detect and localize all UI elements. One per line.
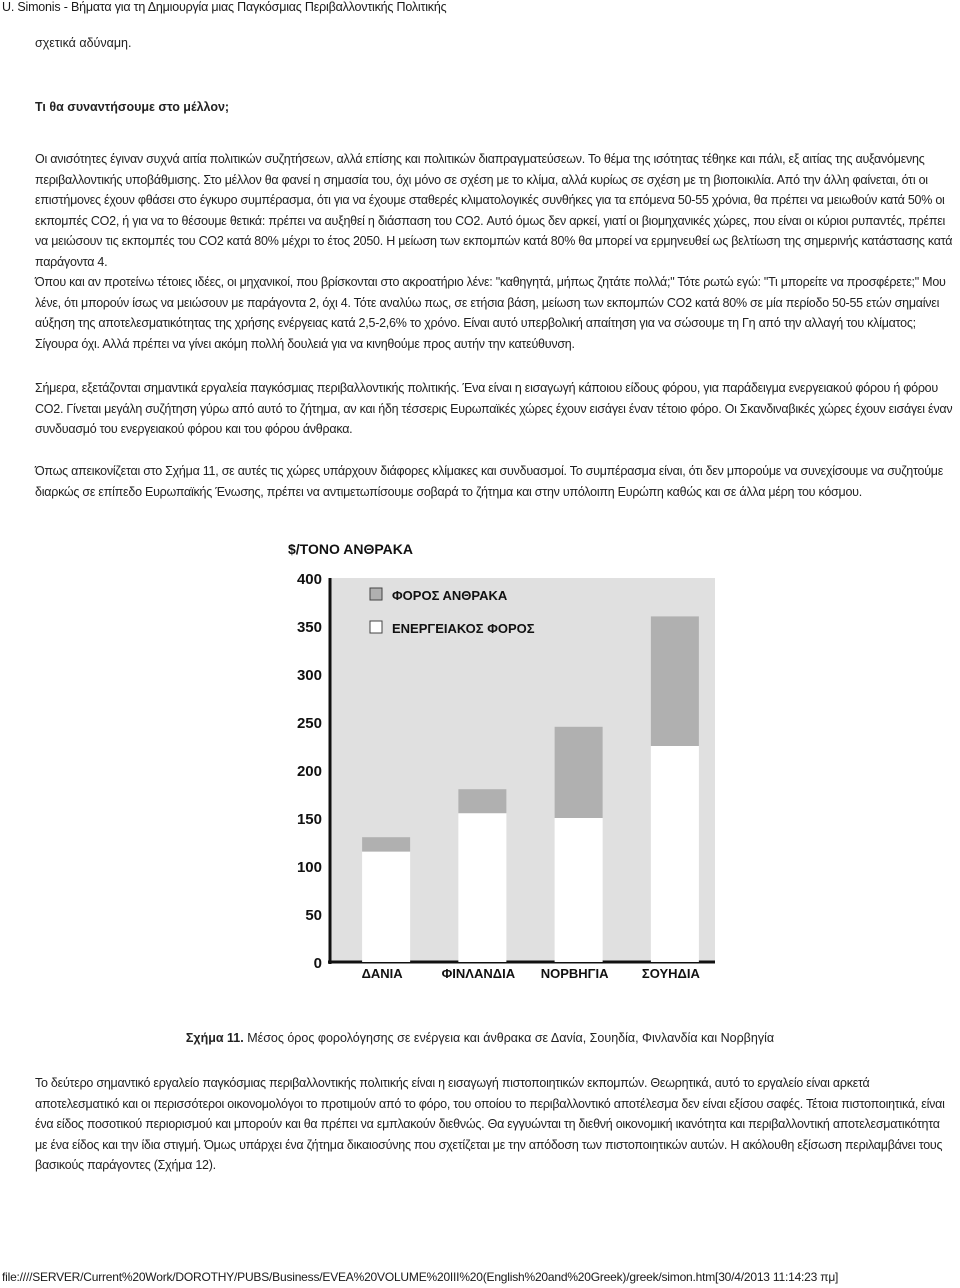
paragraph-inequalities: Οι ανισότητες έγιναν συχνά αιτία πολιτικών συζητήσεων, αλλά επίσης και πολιτικών διαπραγματεύσεων. Το θέμα της ισότητας τέθηκε και πάλι, εξ αιτίας της αυξανόμενης περιβαλλοντικής υποβάθμισης. Στο μέλλον θα φανεί η σημασία του, όχι μόνο σε σχέση με το κλίμα, αλλά κυρίως σε σχέση με τη βιοποικιλία. Από την άλλη φαίνεται, ότι οι επιστήμονες έχουν φθάσει στο έγκυρο συμπέρασμα, ότι για να έχουμε σταθερές κλιματολογικές συνθήκες για τα επόμενα 50-55 χρόνια, θα πρέπει να μειωθούν κατά 50% οι εκπομπές CO2, ή για να το θέσουμε θετικά: πρέπει να αυξηθεί η διάσπαση του CO2. Αυτό όμως δεν αρκεί, γιατί οι βιομηχανικές χώρες, που είναι οι κύριοι ρυπαντές, πρέπει να μειώσουν τις εκπομπές του CO2 κατά 80% μέχρι το έτος 2050. Η μείωση των εκπομπών κατά 80% θα μπορεί να ερμηνευθεί ως βελτίωση της σημερινής κατάστασης κατά παράγοντα 4. <box>35 152 953 269</box>
bar-energy-tax <box>555 818 603 962</box>
legend-swatch <box>370 588 382 600</box>
y-tick-label: 150 <box>296 811 322 828</box>
y-tick-label: 250 <box>296 715 322 732</box>
section-heading: Τι θα συναντήσουμε στο μέλλον; <box>35 100 230 114</box>
x-tick-label: ΣΟΥΗΔΙΑ <box>641 966 700 980</box>
y-tick-label: 400 <box>296 571 322 588</box>
tax-bar-chart <box>260 540 720 980</box>
y-tick-label: 300 <box>296 667 322 684</box>
bar-carbon-tax <box>651 616 699 746</box>
y-tick-label: 200 <box>296 763 322 780</box>
chart-title: $/ΤΟΝΟ ΑΝΘΡΑΚΑ <box>288 541 413 557</box>
x-tick-label: ΝΟΡΒΗΓΙΑ <box>540 966 609 980</box>
figure-caption-label: Σχήμα 11. <box>185 1031 244 1045</box>
legend-swatch <box>370 621 382 633</box>
bar-energy-tax <box>458 813 506 962</box>
bar-carbon-tax <box>458 789 506 813</box>
figure-caption <box>0 1031 960 1045</box>
y-tick-label: 50 <box>305 907 322 924</box>
bar-carbon-tax <box>362 837 410 851</box>
figure-11-chart <box>260 540 720 980</box>
paragraph-tools: Σήμερα, εξετάζονται σημαντικά εργαλεία παγκόσμιας περιβαλλοντικής πολιτικής. Ένα είναι η εισαγωγή κάποιου είδους φόρου, για παράδειγμα ενεργειακού φόρου ή φόρου CO2. Γίνεται μεγάλη συζήτηση γύρω από αυτό το ζήτημα, αν και ήδη τέσσερις Ευρωπαϊκές χώρες έχουν εισάγει έναν τέτοιο φόρο. Οι Σκανδιναβικές χώρες έχουν εισάγει έναν συνδυασμό του ενεργειακού φόρου και του φόρου άνθρακα. <box>35 381 953 437</box>
page-footer-url: file:////SERVER/Current%20Work/DOROTHY/PUBS/Business/EVEA%20VOLUME%20III%20(English%20and%20Greek)/greek/simon.htm[30/4/2013 11:14:23 πμ] <box>2 1270 839 1284</box>
bar-energy-tax <box>362 852 410 962</box>
legend-label: ΕΝΕΡΓΕΙΑΚΟΣ ΦΟΡΟΣ <box>392 621 535 636</box>
page-header: U. Simonis - Βήματα για τη Δημιουργία μιας Παγκόσμιας Περιβαλλοντικής Πολιτικής <box>2 0 447 14</box>
bar-carbon-tax <box>555 727 603 818</box>
figure-caption-text: Μέσος όρος φορολόγησης σε ενέργεια και άνθρακα σε Δανία, Σουηδία, Φινλανδία και Νορβηγία <box>243 1031 775 1045</box>
previous-paragraph-fragment: σχετικά αδύναμη. <box>35 36 132 50</box>
paragraph-emission-permits: Το δεύτερο σημαντικό εργαλείο παγκόσμιας περιβαλλοντικής πολιτικής είναι η εισαγωγή πιστοποιητικών εκπομπών. Θεωρητικά, αυτό το εργαλείο είναι αρκετά αποτελεσματικό και οι περισσότεροι οικονομολόγοι το προτιμούν από το φόρο, του οποίου το περιβαλλοντικό αποτέλεσμα δεν είναι εξίσου σαφές. Τέτοια πιστοποιητικά, είναι ένα είδος ποσοτικού περιορισμού και μπορούν και θα πρέπει να εμπλακούν διεθνώς. Θα εγγυώνται τη διεθνή οικονομική ικανότητα και περιβαλλοντική αποτελεσματικότητα με ένα είδος και την ίδια στιγμή. Όμως υπάρχει ένα ζήτημα δικαιοσύνης που σχετίζεται με την απόδοση των πιστοποιητικών αυτών. Η ακόλουθη εξίσωση περιλαμβάνει τους βασικούς παράγοντες (Σχήμα 12). <box>35 1076 945 1173</box>
x-tick-label: ΦΙΝΛΑΝΔΙΑ <box>441 966 516 980</box>
legend-label: ΦΟΡΟΣ ΑΝΘΡΑΚΑ <box>392 588 508 603</box>
y-tick-label: 350 <box>296 619 322 636</box>
y-tick-label: 0 <box>313 955 322 972</box>
bar-energy-tax <box>651 746 699 962</box>
paragraph-engineers: Όπου και αν προτείνω τέτοιες ιδέες, οι μηχανικοί, που βρίσκονται στο ακροατήριο λένε: "καθηγητά, μήπως ζητάτε πολλά;" Τότε ρωτώ εγώ: "Τι μπορείτε να προσφέρετε;" Μου λένε, ότι μπορούν ίσως να μειώσουν με παράγοντα 2, όχι 4. Τότε αναλύω πως, σε ετήσια βάση, μείωση των εκπομπών CO2 κατά 80% σε μία περίοδο 50-55 ετών σημαίνει αύξηση της αποτελεσματικότητας της χρήσης ενέργειας κατά 2,5-2,6% το χρόνο. Είναι αυτό υπερβολική απαίτηση για να σώσουμε τη Γη από την αλλαγή του κλίματος; Σίγουρα όχι. Αλλά πρέπει να γίνει ακόμη πολλή δουλειά για να κινηθούμε προς αυτήν την κατεύθυνση. <box>35 275 946 351</box>
x-tick-label: ΔΑΝΙΑ <box>361 966 403 980</box>
y-tick-label: 100 <box>296 859 322 876</box>
paragraph-figure-reference: Όπως απεικονίζεται στο Σχήμα 11, σε αυτές τις χώρες υπάρχουν διάφορες κλίμακες και συνδυασμοί. Το συμπέρασμα είναι, ότι δεν μπορούμε να συνεχίσουμε να συζητούμε διαρκώς σε επίπεδο Ευρωπαϊκής Ένωσης, πρέπει να αντιμετωπίσουμε σοβαρά το ζήτημα και στην υπόλοιπη Ευρώπη καθώς και σε άλλα μέρη του κόσμου. <box>35 464 944 499</box>
